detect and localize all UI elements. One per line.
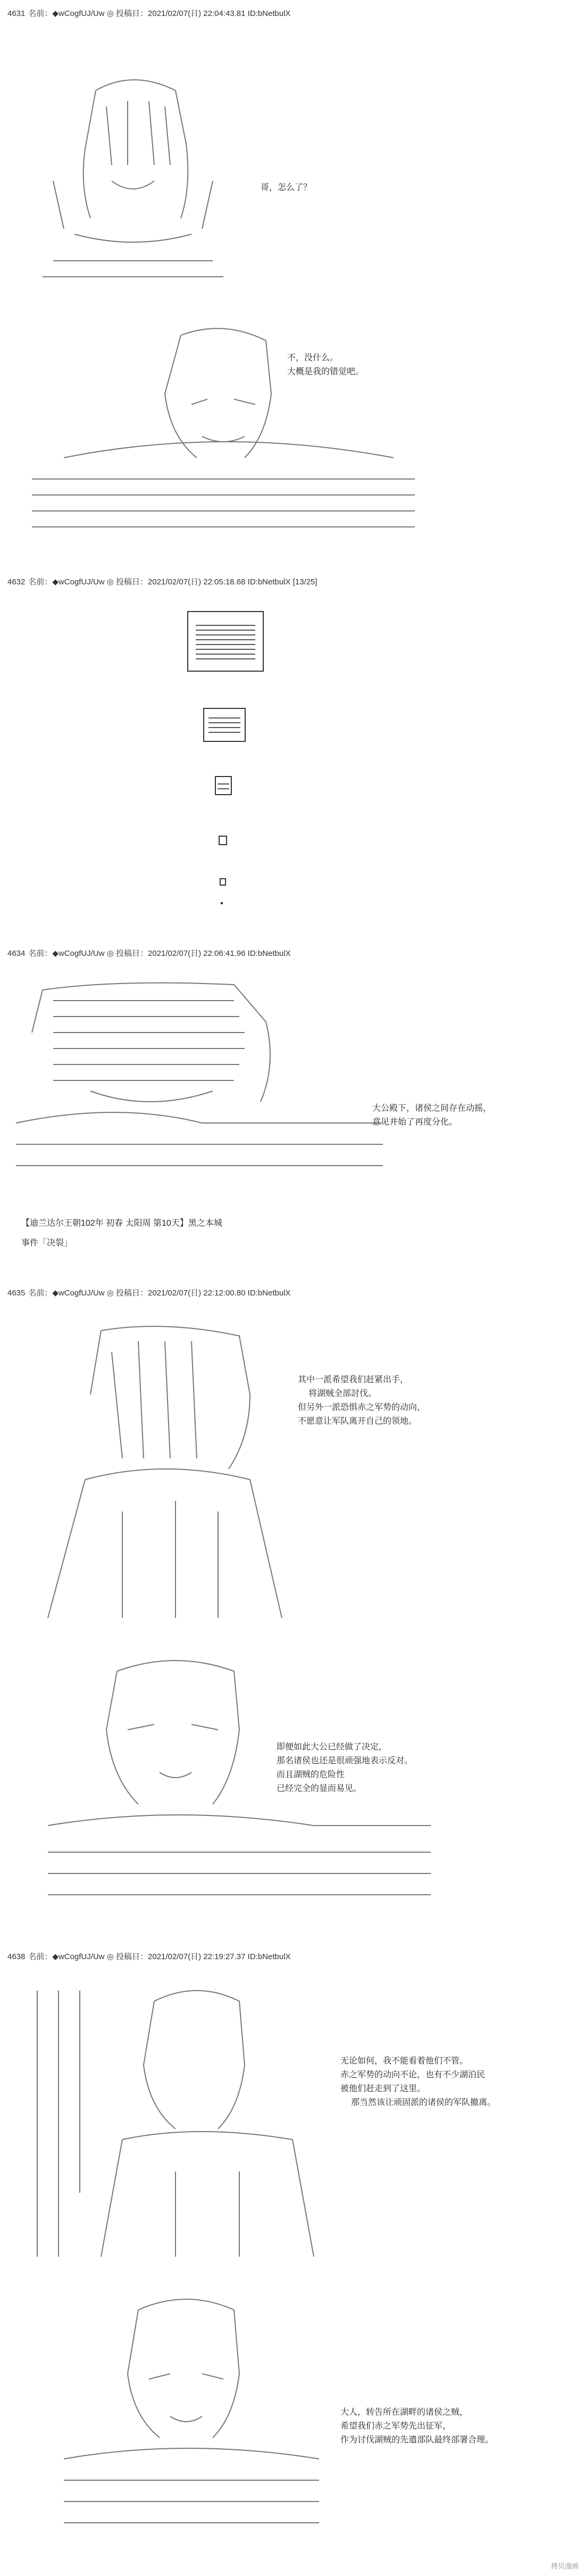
dialogue-bubble [287,351,364,379]
dialogue-line: 大概是我的错觉吧。 [287,367,364,376]
dialogue-line: 但另外一派恐惧赤之军势的动向， [298,1403,426,1412]
dialogue-line: 大人，转告所在湖畔的诸侯之贼， [340,2408,469,2417]
post-header [7,1287,291,1298]
dialogue-line: 将湖贼全部討伐。 [308,1389,377,1398]
dialogue-line: 已经完全的显而易见。 [277,1784,362,1793]
ascii-art-character [43,2289,340,2555]
ascii-art-character [16,1980,324,2278]
post-number: 4638 [7,1952,26,1961]
scene-caption-event: 事件「决裂」 [21,1239,73,1248]
dialogue-bubble [340,2406,494,2447]
dialogue-line: 无论如何，我不能看着他们不管。 [340,2057,469,2066]
ascii-art-character [11,979,394,1192]
shrinking-box-large [187,611,264,672]
shrinking-box-tiny [220,878,226,886]
dialogue-line: 希望我们赤之军势先出征军， [340,2422,452,2431]
post-meta: 名前：◆wCogfUJ/Uw ◎ 投稿日：2021/02/07(日) 22:12:00.80 ID:bNetbulX [28,1289,291,1298]
scene-caption-title: 【迪兰达尔王朝102年 初春 太阳周 第10天】黑之本城 [21,1219,222,1228]
dialogue-line: 其中一派希望我们赶紧出手， [298,1375,409,1384]
dialogue-bubble [298,1373,425,1429]
post-meta: 名前：◆wCogfUJ/Uw ◎ 投稿日：2021/02/07(日) 22:19:27.37 ID:bNetbulX [28,1952,291,1961]
post-number: 4634 [7,949,26,958]
dialogue-line: 大公殿下，诸侯之间存在动摇， [372,1104,492,1113]
shrinking-dot [221,902,223,904]
ascii-art-character [21,319,425,543]
post-number: 4631 [7,9,26,18]
ascii-art-character [16,1320,335,1639]
post-header [7,1951,291,1962]
dialogue-line: 哥，怎么了？ [261,183,312,192]
shrinking-box-medium [203,708,246,742]
dialogue-bubble [277,1740,413,1796]
dialogue-bubble [340,2054,496,2110]
dialogue-line: 意见并始了再度分化。 [372,1118,458,1127]
dialogue-bubble [261,181,312,195]
dialogue-line: 赤之军势的动向不论，也有不少湖泊民 [340,2070,486,2079]
post-header [7,7,291,19]
scene-caption [21,1216,222,1248]
dialogue-line: 作为讨伐湖贼的先遣部队最终部署合理。 [340,2435,494,2445]
dialogue-bubble [372,1102,491,1129]
dialogue-line: 不，没什么。 [287,353,339,362]
dialogue-line: 被他们赶走到了这里。 [340,2084,426,2093]
post-number: 4635 [7,1289,26,1298]
dialogue-line: 那名诸侯也还是很顽强地表示反对。 [277,1756,413,1765]
post-header [7,576,317,587]
post-meta: 名前：◆wCogfUJ/Uw ◎ 投稿日：2021/02/07(日) 22:05:18.68 ID:bNetbulX [13/25] [28,577,317,587]
shrinking-box-small [215,776,232,795]
shrinking-box-tiny [219,836,227,845]
post-meta: 名前：◆wCogfUJ/Uw ◎ 投稿日：2021/02/07(日) 22:04:43.81 ID:bNetbulX [28,9,291,18]
dialogue-line: 即便如此大公已经做了决定， [277,1743,388,1752]
post-meta: 名前：◆wCogfUJ/Uw ◎ 投稿日：2021/02/07(日) 22:06:41.96 ID:bNetbulX [28,949,291,958]
post-number: 4632 [7,577,26,587]
dialogue-line: 那当然该让顽固派的诸侯的军队撤离。 [351,2098,496,2107]
dialogue-line: 不愿意让军队离开自己的领地。 [298,1417,417,1426]
ascii-art-character [21,59,245,293]
post-header [7,947,291,959]
watermark: 拷贝漫画 [550,2562,579,2570]
dialogue-line: 而且湖贼的危险性 [277,1770,345,1779]
